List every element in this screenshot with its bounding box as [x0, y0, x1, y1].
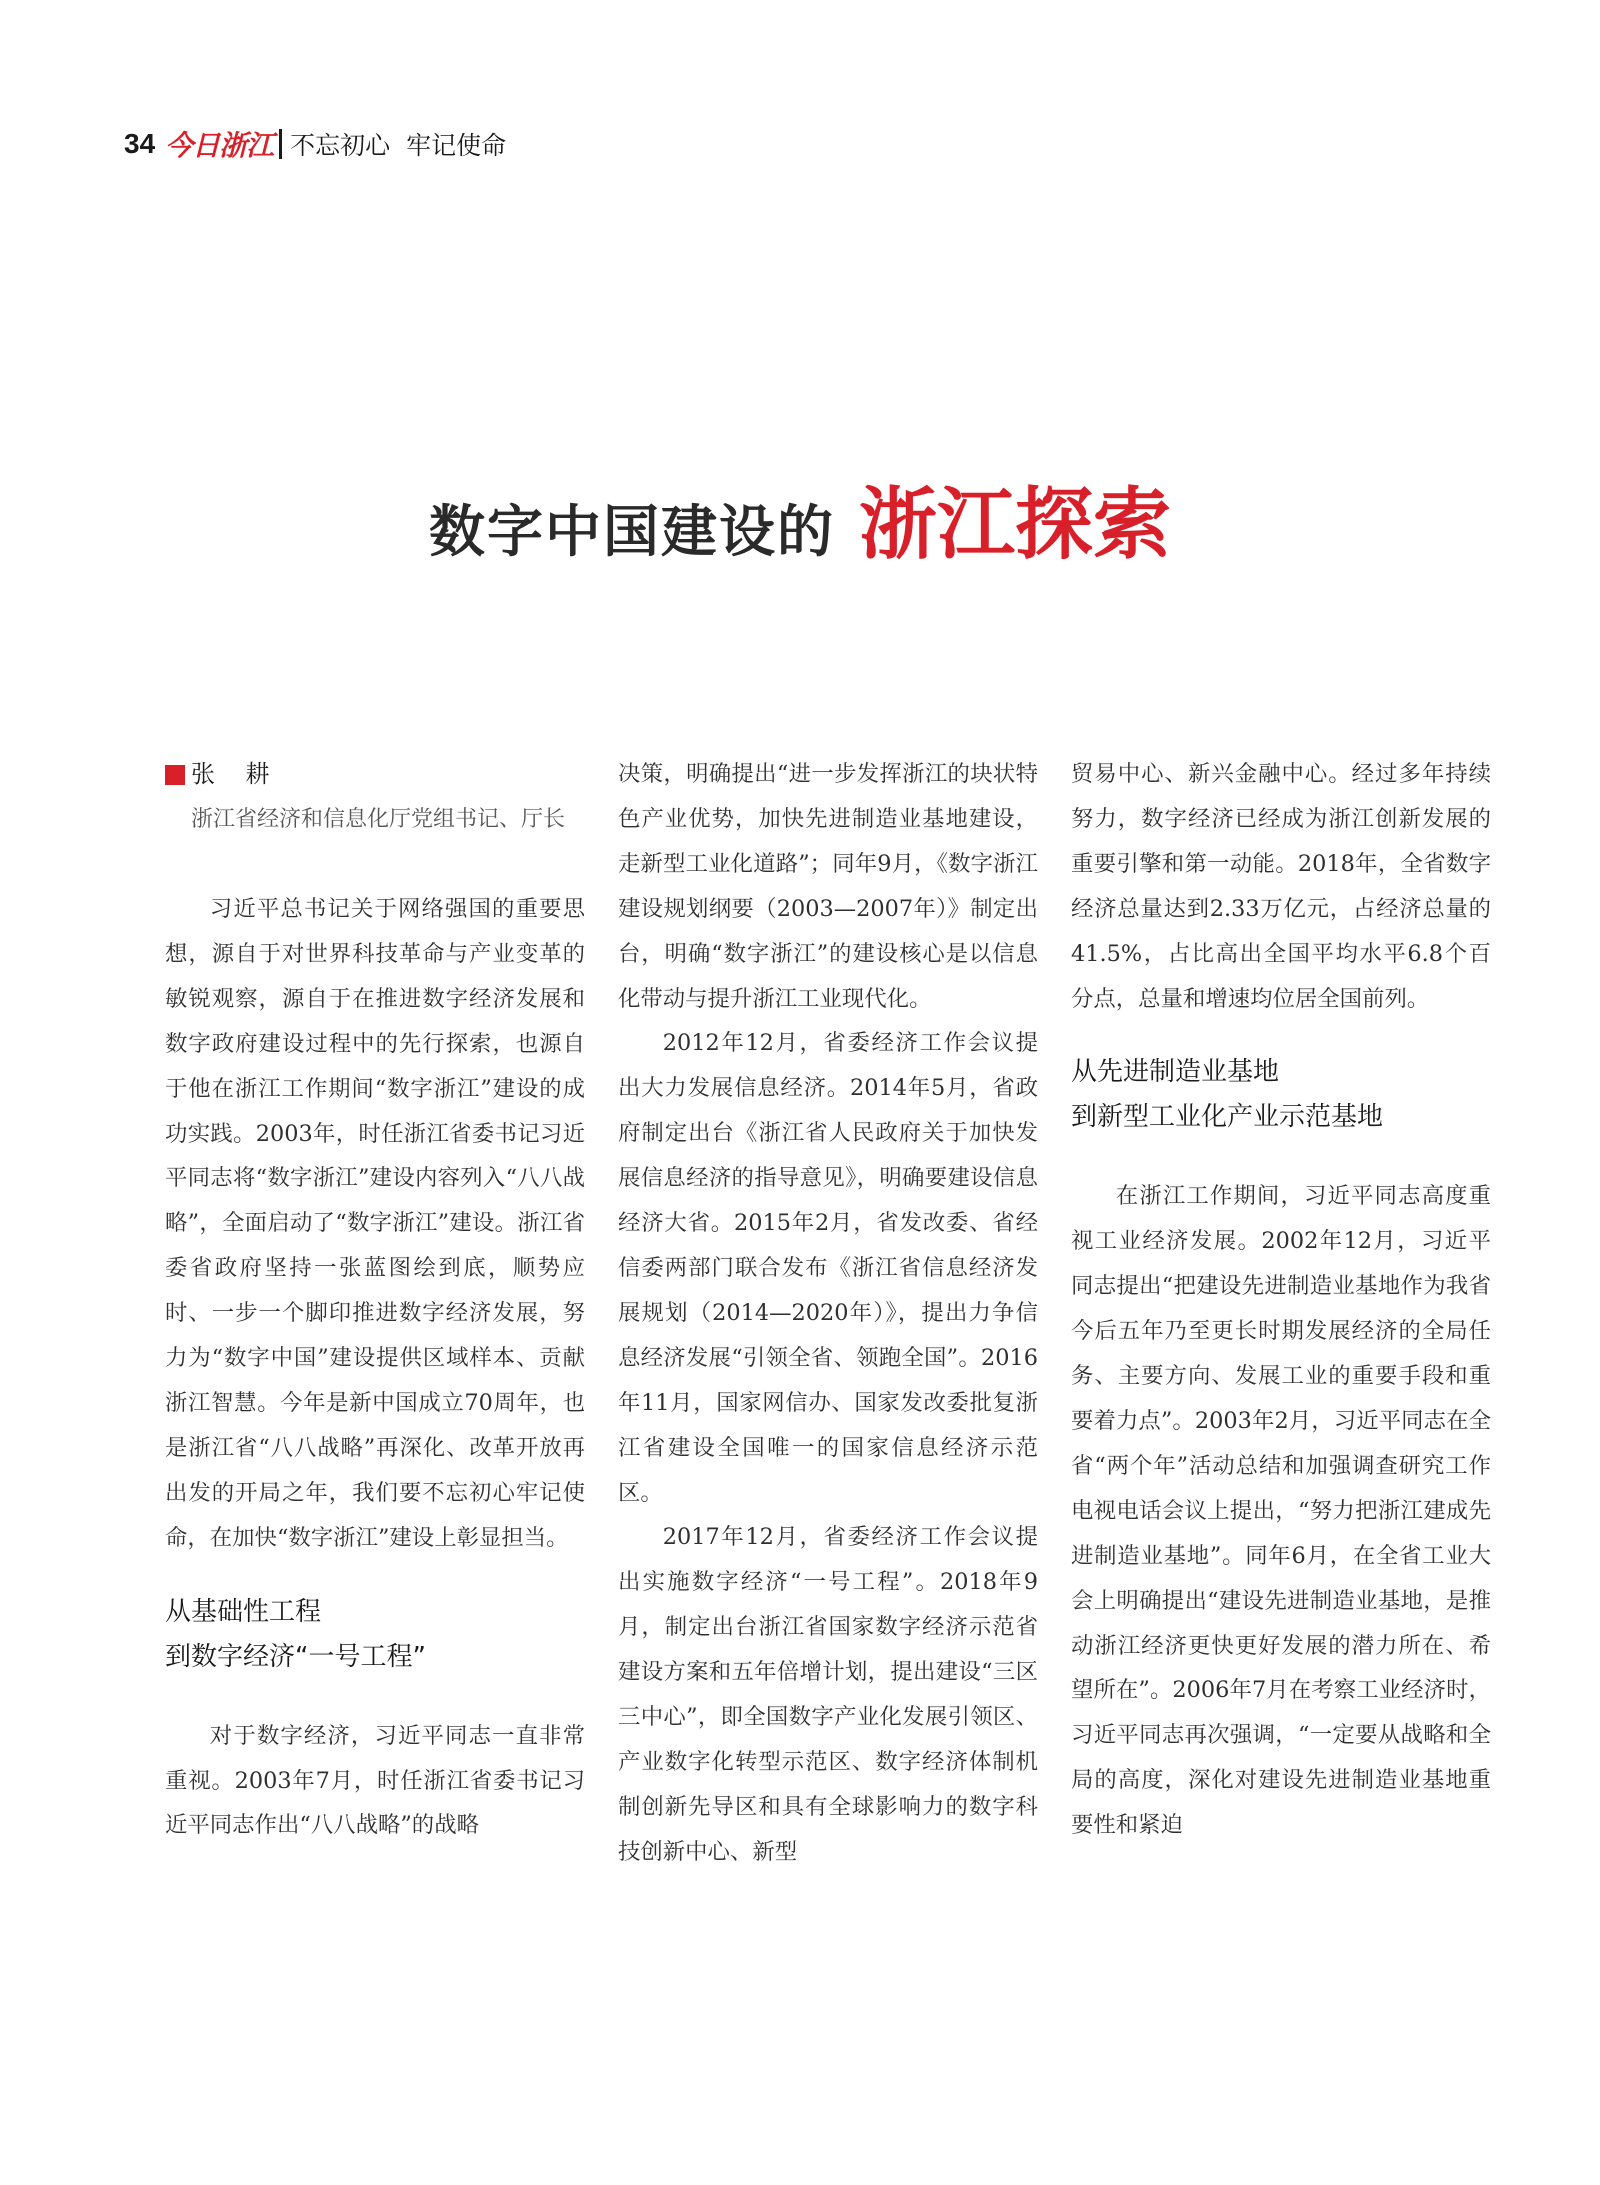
text-column-3	[1071, 752, 1491, 1848]
text-column-1	[165, 752, 585, 1848]
section-heading-2	[1071, 1050, 1491, 1140]
article-title	[0, 462, 1600, 574]
section2-paragraph-1: 在浙江工作期间，习近平同志高度重视工业经济发展。2002年12月，习近平同志提出“把建设先进制造业基地作为我省今后五年乃至更长时期发展经济的全局任务、主要方向、发展工业的重要手段和重要着力点”。2003年2月，习近平同志在全省“两个年”活动总结和加强调查研究工作电视电话会议上提出，“努力把浙江建成先进制造业基地”。同年6月，在全省工业大会上明确提出“建设先进制造业基地，是推动浙江经济更快更好发展的潜力所在、希望所在”。2006年7月在考察工业经济时，习近平同志再次强调，“一定要从战略和全局的高度，深化对建设先进制造业基地重要性和紧迫	[1071, 1183, 1491, 1839]
intro-paragraph: 习近平总书记关于网络强国的重要思想，源自于对世界科技革命与产业变革的敏锐观察，源自于在推进数字经济发展和数字政府建设过程中的先行探索，也源自于他在浙江工作期间“数字浙江”建设的成功实践。2003年，时任浙江省委书记习近平同志将“数字浙江”建设内容列入“八八战略”，全面启动了“数字浙江”建设。浙江省委省政府坚持一张蓝图绘到底，顺势应时、一步一个脚印推进数字经济发展，努力为“数字中国”建设提供区域样本、贡献浙江智慧。今年是新中国成立70周年，也是浙江省“八八战略”再深化、改革开放再出发的开局之年，我们要不忘初心牢记使命，在加快“数字浙江”建设上彰显担当。	[165, 896, 585, 1551]
section1-paragraph-1: 对于数字经济，习近平同志一直非常重视。2003年7月，时任浙江省委书记习近平同志作出“八八战略”的战略	[165, 1722, 585, 1839]
section-heading-2-line-2: 到新型工业化产业示范基地	[1071, 1102, 1384, 1133]
header-divider	[279, 129, 282, 159]
section-heading-1-line-1: 从基础性工程	[165, 1596, 322, 1627]
author-marker-square	[165, 765, 185, 785]
title-accent: 浙江探索	[858, 480, 1171, 570]
section1-paragraph-1-continued: 决策，明确提出“进一步发挥浙江的块状特色产业优势，加快先进制造业基地建设，走新型工业化道路”；同年9月，《数字浙江建设规划纲要（2003—2007年）》制定出台，明确“数字浙江”的建设核心是以信息化带动与提升浙江工业现代化。	[618, 761, 1038, 1012]
section-heading-1	[165, 1590, 585, 1680]
section1-paragraph-2: 2012年12月，省委经济工作会议提出大力发展信息经济。2014年5月，省政府制定出台《浙江省人民政府关于加快发展信息经济的指导意见》，明确要建设信息经济大省。2015年2月，省发改委、省经信委两部门联合发布《浙江省信息经济发展规划（2014—2020年）》，提出力争信息经济发展“引领全省、领跑全国”。2016年11月，国家网信办、国家发改委批复浙江省建设全国唯一的国家信息经济示范区。	[618, 1030, 1038, 1506]
section-heading-1-line-2: 到数字经济“一号工程”	[165, 1641, 426, 1672]
author-line	[165, 752, 585, 797]
page-number: 34	[124, 128, 156, 159]
section-heading-2-line-1: 从先进制造业基地	[1071, 1057, 1280, 1088]
author-name: 张 耕	[191, 760, 270, 789]
magazine-logo: 今日浙江	[165, 129, 274, 162]
header-slogan: 不忘初心 牢记使命	[290, 131, 507, 160]
section1-paragraph-3: 2017年12月，省委经济工作会议提出实施数字经济“一号工程”。2018年9月，制定出台浙江省国家数字经济示范省建设方案和五年倍增计划，提出建设“三区三中心”，即全国数字产业化发展引领区、产业数字化转型示范区、数字经济体制机制创新先导区和具有全球影响力的数字科技创新中心、新型	[618, 1524, 1038, 1865]
section1-paragraph-3-continued: 贸易中心、新兴金融中心。经过多年持续努力，数字经济已经成为浙江创新发展的重要引擎和第一动能。2018年，全省数字经济总量达到2.33万亿元，占经济总量的41.5%，占比高出全国平均水平6.8个百分点，总量和增速均位居全国前列。	[1071, 761, 1491, 1012]
running-header	[124, 124, 506, 164]
title-main: 数字中国建设的	[428, 499, 835, 565]
text-column-2	[618, 752, 1038, 1875]
author-affiliation: 浙江省经济和信息化厅党组书记、厅长	[191, 807, 566, 832]
